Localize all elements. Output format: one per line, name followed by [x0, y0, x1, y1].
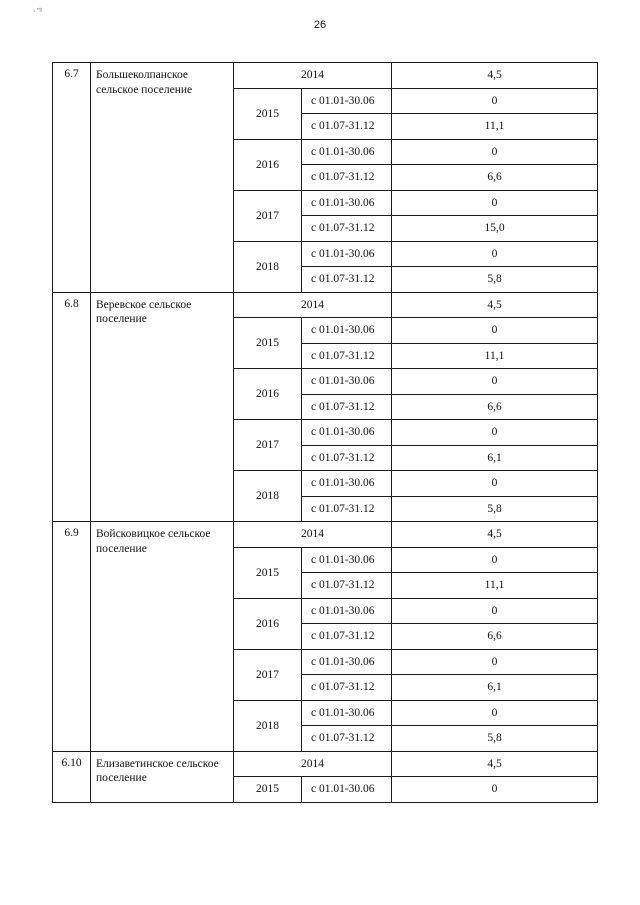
year-cell: 2017 — [234, 190, 302, 241]
year-cell: 2015 — [234, 318, 302, 369]
table-row — [53, 63, 598, 89]
value-cell: 0 — [392, 777, 598, 803]
year-cell: 2015 — [234, 88, 302, 139]
period-cell: с 01.01-30.06 — [302, 241, 392, 267]
value-cell: 0 — [392, 598, 598, 624]
year-cell: 2017 — [234, 420, 302, 471]
base-year: 2014 — [234, 292, 392, 318]
value-cell: 11,1 — [392, 114, 598, 140]
year-cell: 2018 — [234, 241, 302, 292]
period-cell: с 01.07-31.12 — [302, 114, 392, 140]
year-cell: 2018 — [234, 700, 302, 751]
period-cell: с 01.07-31.12 — [302, 343, 392, 369]
settlement-name: Войсковицкое сельское поселение — [91, 522, 234, 752]
value-cell: 0 — [392, 420, 598, 446]
period-cell: с 01.07-31.12 — [302, 445, 392, 471]
base-value: 4,5 — [392, 522, 598, 548]
period-cell: с 01.07-31.12 — [302, 216, 392, 242]
settlement-name: Веревское сельское поселение — [91, 292, 234, 522]
value-cell: 0 — [392, 547, 598, 573]
value-cell: 5,8 — [392, 267, 598, 293]
value-cell: 0 — [392, 318, 598, 344]
scan-mark: ゝ"ᵇ — [30, 8, 43, 15]
value-cell: 15,0 — [392, 216, 598, 242]
value-cell: 6,1 — [392, 445, 598, 471]
value-cell: 0 — [392, 700, 598, 726]
value-cell: 0 — [392, 190, 598, 216]
tariff-table — [52, 62, 598, 803]
value-cell: 6,1 — [392, 675, 598, 701]
value-cell: 11,1 — [392, 343, 598, 369]
period-cell: с 01.01-30.06 — [302, 139, 392, 165]
year-cell: 2016 — [234, 369, 302, 420]
page-number: 26 — [313, 19, 327, 31]
period-cell: с 01.07-31.12 — [302, 165, 392, 191]
period-cell: с 01.01-30.06 — [302, 471, 392, 497]
period-cell: с 01.07-31.12 — [302, 726, 392, 752]
table-row — [53, 292, 598, 318]
period-cell: с 01.01-30.06 — [302, 598, 392, 624]
period-cell: с 01.01-30.06 — [302, 420, 392, 446]
value-cell: 0 — [392, 88, 598, 114]
period-cell: с 01.01-30.06 — [302, 318, 392, 344]
value-cell: 5,8 — [392, 726, 598, 752]
period-cell: с 01.01-30.06 — [302, 700, 392, 726]
period-cell: с 01.01-30.06 — [302, 190, 392, 216]
base-value: 4,5 — [392, 751, 598, 777]
period-cell: с 01.07-31.12 — [302, 496, 392, 522]
base-value: 4,5 — [392, 63, 598, 89]
item-number: 6.8 — [53, 292, 91, 522]
period-cell: с 01.07-31.12 — [302, 573, 392, 599]
table-row — [53, 522, 598, 548]
base-year: 2014 — [234, 522, 392, 548]
year-cell: 2016 — [234, 598, 302, 649]
year-cell: 2018 — [234, 471, 302, 522]
value-cell: 0 — [392, 649, 598, 675]
table-row — [53, 751, 598, 777]
value-cell: 11,1 — [392, 573, 598, 599]
value-cell: 0 — [392, 139, 598, 165]
year-cell: 2016 — [234, 139, 302, 190]
tariff-table-body — [53, 63, 598, 803]
base-year: 2014 — [234, 63, 392, 89]
value-cell: 5,8 — [392, 496, 598, 522]
value-cell: 6,6 — [392, 394, 598, 420]
item-number: 6.10 — [53, 751, 91, 802]
period-cell: с 01.01-30.06 — [302, 547, 392, 573]
year-cell: 2015 — [234, 777, 302, 803]
period-cell: с 01.07-31.12 — [302, 267, 392, 293]
base-value: 4,5 — [392, 292, 598, 318]
value-cell: 6,6 — [392, 165, 598, 191]
value-cell: 0 — [392, 369, 598, 395]
year-cell: 2015 — [234, 547, 302, 598]
value-cell: 0 — [392, 471, 598, 497]
period-cell: с 01.07-31.12 — [302, 394, 392, 420]
item-number: 6.7 — [53, 63, 91, 293]
value-cell: 6,6 — [392, 624, 598, 650]
period-cell: с 01.07-31.12 — [302, 624, 392, 650]
period-cell: с 01.07-31.12 — [302, 675, 392, 701]
settlement-name: Елизаветинское сельское поселение — [91, 751, 234, 802]
year-cell: 2017 — [234, 649, 302, 700]
value-cell: 0 — [392, 241, 598, 267]
period-cell: с 01.01-30.06 — [302, 369, 392, 395]
period-cell: с 01.01-30.06 — [302, 649, 392, 675]
period-cell: с 01.01-30.06 — [302, 88, 392, 114]
settlement-name: Большеколпанское сельское поселение — [91, 63, 234, 293]
item-number: 6.9 — [53, 522, 91, 752]
base-year: 2014 — [234, 751, 392, 777]
period-cell: с 01.01-30.06 — [302, 777, 392, 803]
